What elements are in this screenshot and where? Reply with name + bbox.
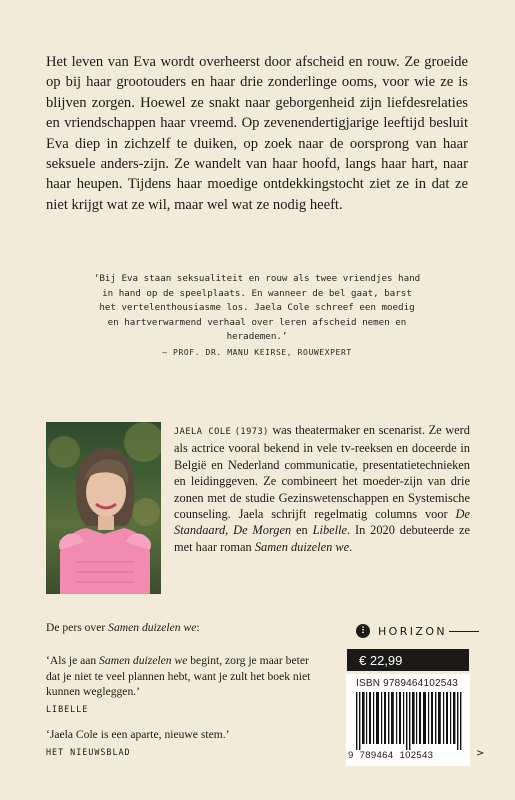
- press-heading: [46, 621, 200, 634]
- price-label: € 22,99: [347, 649, 469, 671]
- endorsement-text: ‘Bij Eva staan seksualiteit en rouw als twee vriendjes hand in hand op de speelplaats. En wanneer de bel gaat, barst het vertelenthousiasme los. Jaela Cole schreef een moedig en hartverwarmend verhaal over leren afscheid nemen en herademen.’: [93, 273, 421, 343]
- press-heading-prefix: De pers over: [46, 621, 109, 634]
- review-source: LIBELLE: [46, 703, 89, 714]
- h-circle-logo-icon: ⵗ: [356, 624, 370, 638]
- publisher-rule: [449, 631, 479, 632]
- press-review: [46, 727, 316, 760]
- review-text-before: ‘Als je aan: [46, 654, 100, 667]
- bio-text-part-1: was theatermaker en scenarist. Ze werd als actrice vooral bekend in vele tv-reeksen en doceerde in België en Nederland communicatie, presentatietechnieken en leidinggeven. Ze combineert het moeder-zijn van drie zonen met de studie Gezinswetenschappen en Systemische counseling. Jaela schrijft regelmatig columns voor: [174, 423, 470, 522]
- barcode-digits: [348, 750, 468, 761]
- publisher-name: HORIZON: [378, 624, 448, 638]
- author-name: JAELA COLE: [174, 427, 232, 437]
- barcode-digit-group-right: 102543: [399, 750, 434, 761]
- endorsement-source: — PROF. DR. MANU KEIRSE, ROUWEXPERT: [162, 347, 352, 357]
- bio-text-part-3: .: [349, 539, 353, 554]
- publication-libelle: Libelle: [312, 523, 348, 538]
- publisher-logo: [356, 621, 479, 641]
- debut-novel-title: Samen duizelen we: [254, 539, 350, 554]
- barcode: [346, 674, 470, 766]
- review-book-title: Samen duizelen we: [99, 654, 188, 667]
- author-birth-year: (1973): [234, 427, 269, 437]
- bio-separator-2: en: [291, 523, 313, 538]
- bio-separator-1: ,: [225, 523, 234, 538]
- press-heading-title: Samen duizelen we: [108, 621, 197, 634]
- barcode-bars: [354, 692, 462, 750]
- endorsement-quote: [92, 272, 422, 361]
- publication-de-standaard: De Standaard: [174, 507, 470, 538]
- isbn-label: ISBN 9789464102543: [356, 678, 459, 689]
- barcode-digit-group-left: 789464: [359, 750, 394, 761]
- back-cover-blurb: Het leven van Eva wordt overheerst door afscheid en rouw. Ze groeide op bij haar grootouders en haar drie zonderlinge ooms, voor wie ze is blijven zorgen. Hoewel ze snakt naar geborgenheid zijn liefdesrelaties en vriendschappen haar vreemd. Op zevenendertigjarige leeftijd besluit Eva diep in zichzelf te duiken, op zoek naar de oorsprong van haar seksuele anders-zijn. Ze wandelt van haar hoofd, langs haar hart, naar haar heupen. Tijdens haar moedige ontdekkingstocht ziet ze in dat ze niet krijgt wat ze wil, maar wel wat ze nodig heeft.: [46, 54, 468, 213]
- author-photo: [46, 422, 161, 594]
- review-text-before: ‘Jaela Cole is een aparte, nieuwe stem.’: [46, 728, 230, 741]
- review-text-after: begint, zorg je maar beter dat je niet te veel plannen hebt, want je zult het boek niet kunnen wegleggen.’: [46, 654, 311, 699]
- author-bio: [174, 422, 470, 555]
- barcode-digit-lead: 9: [348, 750, 354, 761]
- press-review: [46, 653, 316, 717]
- press-heading-suffix: :: [196, 621, 200, 634]
- publication-de-morgen: De Morgen: [233, 523, 292, 538]
- bio-text-part-2: . In 2020 debuteerde ze met haar roman: [174, 523, 470, 554]
- review-source: HET NIEUWSBLAD: [46, 746, 131, 757]
- barcode-quiet-zone-marker: >: [476, 748, 485, 759]
